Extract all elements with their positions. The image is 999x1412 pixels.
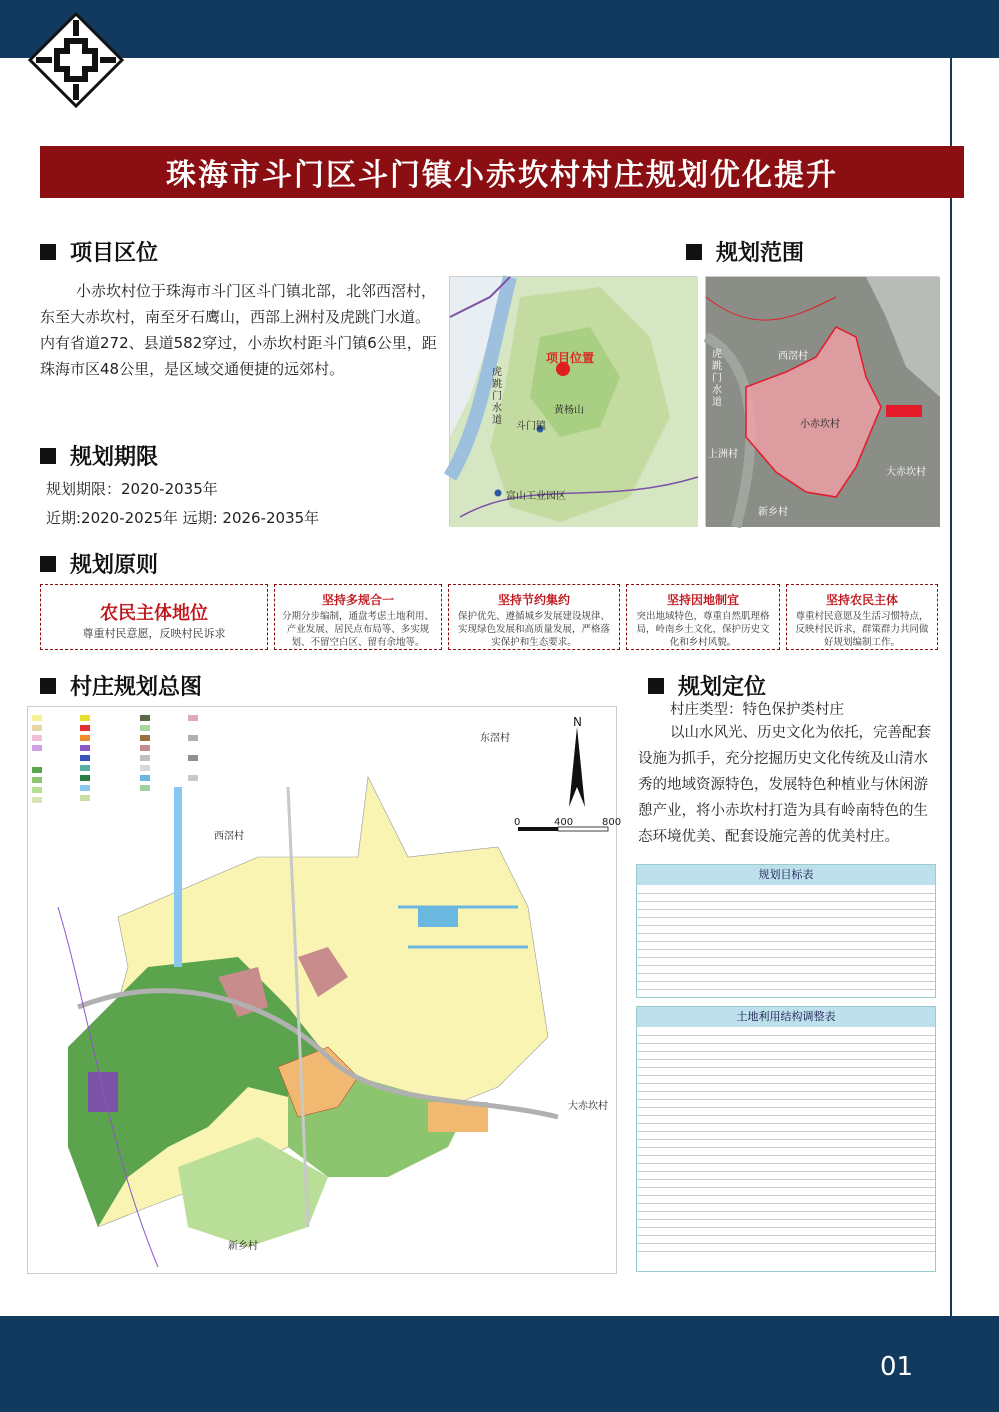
section-location-label: 项目区位 — [70, 241, 159, 266]
location-paragraph: 小赤坎村位于珠海市斗门区斗门镇北部，北邻西滘村，东至大赤坎村，南至牙石鹰山，西部上洲村及虎跳门水道。内有省道272、县道582穿过，小赤坎村距斗门镇6公里，距珠海市区48公里，是区域交通便捷的远郊村。 — [40, 282, 437, 378]
logo-icon — [28, 12, 124, 108]
principle-card — [274, 584, 442, 650]
section-principle-label: 规划原则 — [70, 553, 159, 578]
section-masterplan-label: 村庄规划总图 — [70, 675, 203, 700]
principle-card — [626, 584, 780, 650]
principle-head: 坚持节约集约 — [497, 593, 570, 607]
principle-text: 保护优先、遵循城乡发展建设规律、实现绿色发展和高质量发展，严格落实保护和生态要求。 — [457, 611, 610, 648]
square-bullet-icon — [40, 678, 56, 694]
principle-head: 坚持多规合一 — [321, 593, 394, 607]
period-line-1: 规划期限：2020-2035年 — [46, 480, 218, 498]
section-scope-label: 规划范围 — [716, 241, 805, 266]
planning-target-table — [636, 864, 936, 998]
top-band — [0, 0, 999, 58]
square-bullet-icon — [40, 556, 56, 572]
masterplan-label-dachikan: 大赤坎村 — [568, 1101, 608, 1112]
scope-label-waterway: 虎跳门水道 — [712, 349, 722, 408]
section-positioning-label: 规划定位 — [678, 675, 767, 700]
scale-label-400: 400 — [554, 817, 574, 828]
masterplan-label-dongjiao: 东滘村 — [480, 733, 510, 744]
table2-rows — [637, 1027, 935, 1252]
principle-text: 突出地域特色，尊重自然肌理格局，岭南乡土文化，保护历史文化和乡村风貌。 — [636, 611, 770, 648]
location-map — [449, 276, 697, 526]
page-title: 珠海市斗门区斗门镇小赤坎村村庄规划优化提升 — [40, 146, 964, 198]
scope-label-xiaochikan: 小赤坎村 — [800, 419, 840, 430]
scope-label-xinxiang: 新乡村 — [758, 507, 788, 518]
map-label-town: 斗门镇 — [516, 421, 546, 432]
section-scope-heading — [686, 236, 804, 267]
header-inset — [0, 58, 950, 136]
principle-card — [786, 584, 938, 650]
scope-label-xijiao: 西滘村 — [778, 351, 808, 362]
land-use-table — [636, 1006, 936, 1272]
section-location-heading — [40, 236, 158, 267]
page-number: 01 — [880, 1352, 914, 1382]
right-rail — [950, 58, 999, 1316]
scope-map-graphic — [706, 277, 940, 527]
masterplan-label-xijiao: 西滘村 — [214, 831, 244, 842]
scope-map — [705, 276, 939, 526]
scope-label-dachikan: 大赤坎村 — [886, 467, 926, 478]
village-type: 村庄类型：特色保护类村庄 — [670, 702, 844, 718]
section-masterplan-heading — [40, 670, 202, 701]
scale-label-0: 0 — [514, 817, 521, 828]
principle-text: 尊重村民意愿，反映村民诉求 — [82, 627, 226, 640]
principle-head: 坚持因地制宜 — [666, 593, 739, 607]
principle-head: 农民主体地位 — [100, 603, 208, 624]
section-period-heading — [40, 440, 158, 471]
map-label-waterway: 虎跳门水道 — [492, 367, 502, 426]
scope-label-shangzhou: 上洲村 — [708, 449, 738, 460]
principle-card — [448, 584, 620, 650]
map-label-park: 富山工业园区 — [506, 491, 566, 502]
project-marker-label: 项目位置 — [546, 351, 595, 365]
masterplan-label-xinxiang: 新乡村 — [228, 1241, 258, 1252]
north-label: N — [573, 715, 582, 729]
masterplan-graphic — [28, 707, 618, 1275]
bottom-band — [0, 1316, 999, 1412]
map-label-hill: 黄杨山 — [554, 405, 584, 416]
principle-head: 坚持农民主体 — [825, 593, 898, 607]
principle-card-main — [40, 584, 268, 650]
principle-text: 尊重村民意愿及生活习惯特点，反映村民诉求，群策群力共同做好规划编制工作。 — [795, 611, 929, 648]
section-period-label: 规划期限 — [70, 445, 159, 470]
square-bullet-icon — [686, 244, 702, 260]
square-bullet-icon — [648, 678, 664, 694]
square-bullet-icon — [40, 244, 56, 260]
scale-label-800: 800 — [602, 817, 622, 828]
section-positioning-heading — [648, 670, 766, 701]
section-principle-heading — [40, 548, 158, 579]
principle-text: 分期分步编制，通盘考虑土地利用、产业发展、居民点布局等、多实规划、不留空白区、留有余地等。 — [281, 611, 434, 648]
table1-title: 规划目标表 — [637, 865, 935, 885]
masterplan-map — [27, 706, 622, 1274]
period-line-2: 近期:2020-2025年 远期: 2026-2035年 — [46, 509, 320, 527]
table2-title: 土地利用结构调整表 — [637, 1007, 935, 1027]
legend-swatches — [32, 715, 198, 803]
positioning-paragraph: 以山水风光、历史文化为依托，完善配套设施为抓手，充分挖掘历史文化传统及山清水秀的地域资源特色，发展特色种植业与休闲游憩产业，将小赤坎村打造为具有岭南特色的生态环境优美、配套设施完善的优美村庄。 — [638, 725, 931, 845]
table1-rows — [637, 885, 935, 990]
square-bullet-icon — [40, 448, 56, 464]
